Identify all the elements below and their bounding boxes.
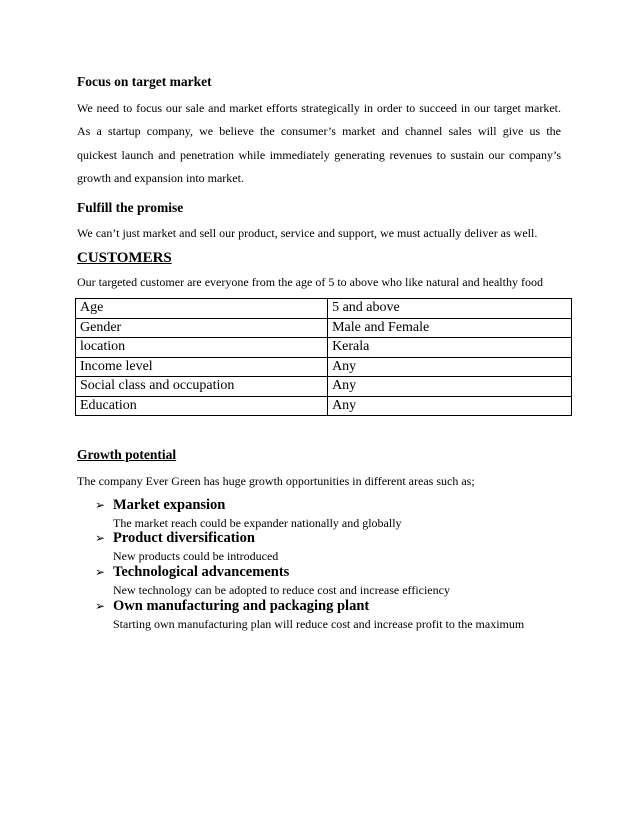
bullet-title: Product diversification [113, 530, 255, 546]
table-cell-value: Kerala [328, 338, 572, 358]
table-cell-label: Social class and occupation [76, 377, 328, 397]
arrow-bullet-icon: ➢ [95, 498, 106, 512]
table-cell-label: Education [76, 396, 328, 416]
customers-heading: CUSTOMERS [77, 250, 172, 266]
bullet-description: Starting own manufacturing plan will reduce cost and increase profit to the maximum [113, 617, 525, 631]
bullet-description: New technology can be adopted to reduce cost and increase efficiency [113, 583, 450, 597]
growth-intro: The company Ever Green has huge growth opportunities in different areas such as; [77, 474, 475, 488]
table-cell-value: Any [328, 377, 572, 397]
bullet-item-own-manufacturing [95, 597, 369, 615]
bullet-item-technological-advancements [95, 563, 289, 581]
table-row [76, 357, 572, 377]
table-row [76, 338, 572, 358]
arrow-bullet-icon: ➢ [95, 599, 106, 613]
bullet-description: The market reach could be expander nationally and globally [113, 516, 402, 530]
bullet-item-market-expansion [95, 496, 225, 514]
table-cell-label: Gender [76, 318, 328, 338]
customers-intro: Our targeted customer are everyone from the age of 5 to above who like natural and healthy food [77, 275, 543, 289]
table-row [76, 396, 572, 416]
bullet-title: Own manufacturing and packaging plant [113, 598, 370, 614]
table-row [76, 377, 572, 397]
table-row [76, 318, 572, 338]
bullet-title: Market expansion [113, 497, 226, 513]
table-cell-label: location [76, 338, 328, 358]
focus-heading: Focus on target market [77, 74, 212, 89]
bullet-title: Technological advancements [113, 564, 290, 580]
focus-line-1: We need to focus our sale and market efforts strategically in order to succeed in our target market. [77, 101, 561, 115]
customer-profile-table [75, 298, 572, 416]
promise-heading: Fulfill the promise [77, 200, 184, 215]
table-cell-value: Any [328, 357, 572, 377]
table-cell-label: Income level [76, 357, 328, 377]
arrow-bullet-icon: ➢ [95, 531, 106, 545]
bullet-description: New products could be introduced [113, 549, 279, 563]
focus-line-2: As a startup company, we believe the consumer’s market and channel sales will give us the [77, 124, 561, 138]
bullet-item-product-diversification [95, 529, 255, 547]
growth-heading: Growth potential [77, 447, 177, 462]
table-cell-value: Any [328, 396, 572, 416]
focus-line-4: growth and expansion into market. [77, 171, 244, 185]
table-row [76, 299, 572, 319]
arrow-bullet-icon: ➢ [95, 565, 106, 579]
table-cell-value: 5 and above [328, 299, 572, 319]
promise-text: We can’t just market and sell our product, service and support, we must actually deliver as well. [77, 226, 538, 240]
table-cell-value: Male and Female [328, 318, 572, 338]
table-cell-label: Age [76, 299, 328, 319]
focus-line-3: quickest launch and penetration while immediately generating revenues to sustain our company’s [77, 148, 561, 162]
